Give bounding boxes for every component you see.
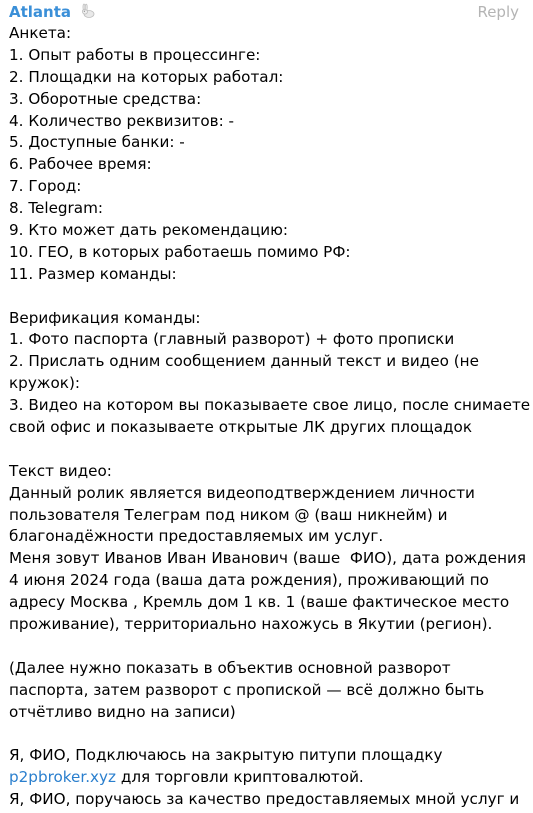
message-line: 7. Город: [9,177,82,196]
message-line: Я, ФИО, поручаюсь за качество предоставляемых мной услуг и [9,790,520,809]
message-header [0,0,533,24]
sender-name-text: Atlanta [9,3,72,21]
message-text [9,23,529,811]
message-line: 8. Telegram: [9,199,104,218]
message-line: проживание), территориально нахожусь в Якутии (регион). [9,615,493,634]
message-line: Анкета: [9,24,72,42]
message-line: свой офис и показываете открытые ЛК других площадок [9,418,472,437]
message-line: благонадёжности предоставляемых им услуг. [9,527,384,546]
message-line: Я, ФИО, Подключаюсь на закрытую питупи площадку [9,746,443,765]
message-line-with-link [9,767,529,789]
message-line: Данный ролик является видеоподтверждением личности [9,483,475,502]
message-line: 10. ГЕО, в которых работаешь помимо РФ: [9,242,351,261]
message-line: Верификация команды: [9,308,201,327]
message-line: 4 июня 2024 года (ваша дата рождения), проживающий по [9,571,489,590]
message-line: 2. Площадки на которых работал: [9,67,284,86]
rabbit-emoji-icon [80,3,96,24]
message-line: 11. Размер команды: [9,264,177,283]
message-line: 4. Количество реквизитов: - [9,111,234,130]
message-line: 3. Оборотные средства: [9,89,202,108]
message-line: Текст видео: [9,461,112,480]
message-line: 9. Кто может дать рекомендацию: [9,221,289,240]
message-line: 6. Рабочее время: [9,155,152,174]
blank-line [9,286,529,308]
site-link[interactable]: p2pbroker.xyz [9,768,117,787]
message-line: кружок): [9,374,80,393]
message-line: 1. Фото паспорта (главный разворот) + фото прописки [9,330,455,349]
message-line: 2. Прислать одним сообщением данный текст и видео (не [9,352,479,371]
message-line: Меня зовут Иванов Иван Иванович (ваше ФИО), дата рождения [9,549,527,568]
message-line: (Далее нужно показать в объектив основной разворот [9,658,451,677]
blank-line [9,439,529,461]
message-line: адресу Москва , Кремль дом 1 кв. 1 (ваше фактическое место [9,593,510,612]
blank-line [9,636,529,658]
message-line: 5. Доступные банки: - [9,133,185,152]
message-line: 1. Опыт работы в процессинге: [9,45,261,64]
sender-name[interactable] [9,2,96,24]
blank-line [9,724,529,746]
message-line: пользователя Телеграм под ником @ (ваш никнейм) и [9,505,448,524]
message-line: 3. Видео на котором вы показываете свое лицо, после снимаете [9,396,531,415]
message-line: паспорта, затем разворот с пропиской — всё должно быть [9,680,485,699]
reply-button[interactable]: Reply [477,3,519,21]
message-line-tail: для торговли криптовалютой. [116,768,364,787]
message-line: отчётливо видно на записи) [9,702,236,721]
